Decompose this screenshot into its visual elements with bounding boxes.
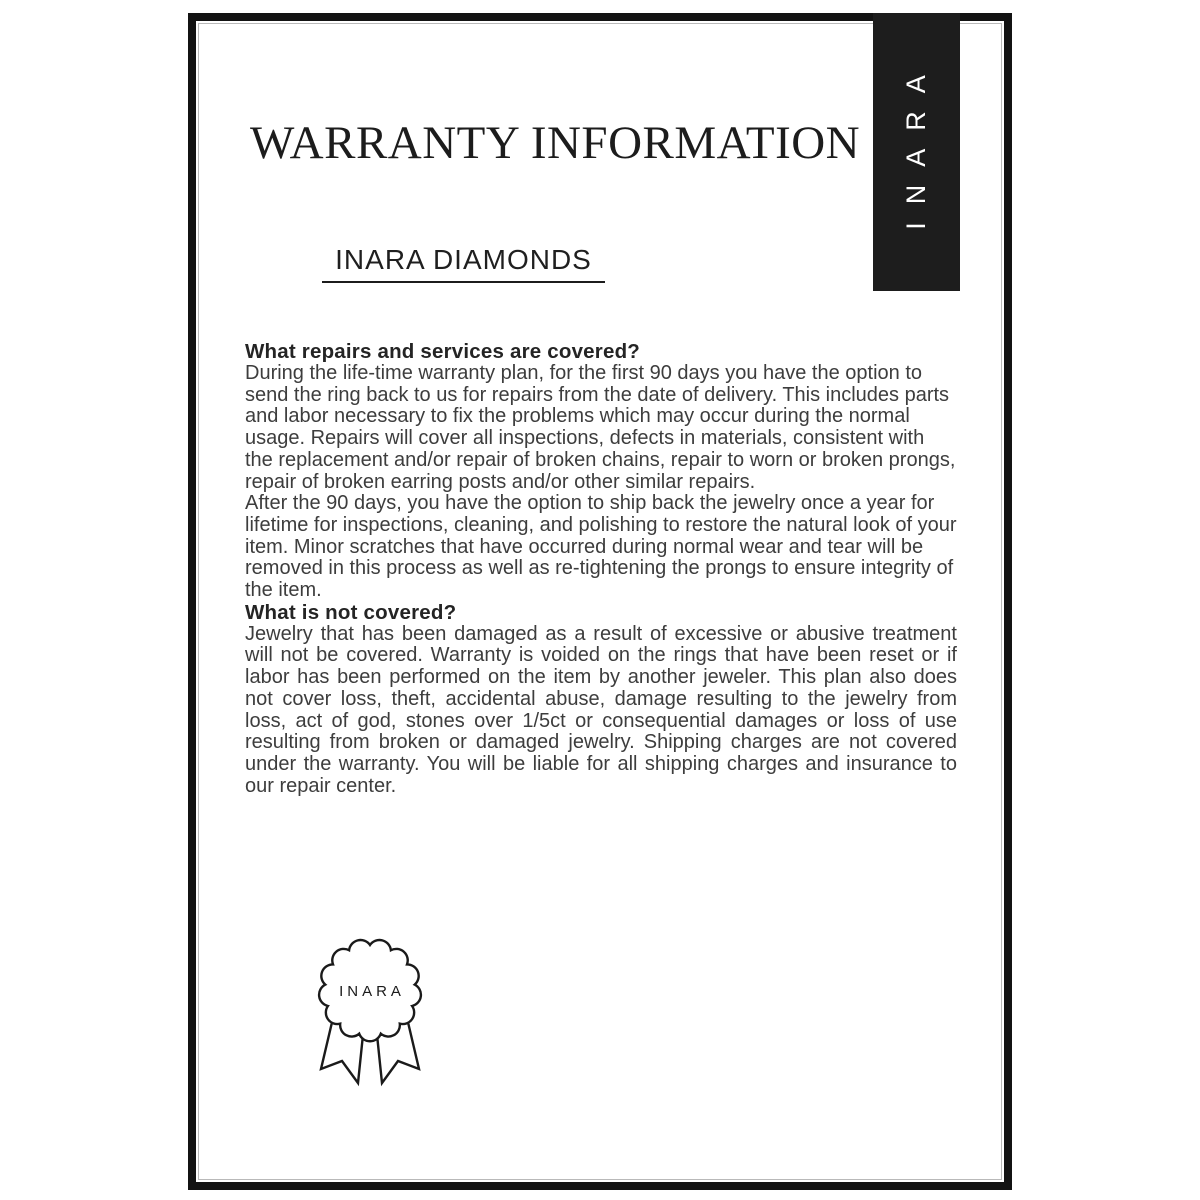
award-ribbon-badge-icon <box>300 930 460 1100</box>
paragraph-covered-1: During the life-time warranty plan, for the first 90 days you have the option to send the ring back to us for repairs from the date of delivery. This includes parts and labor necessary to fix the problems which may occur during the normal usage. Repairs will cover all inspections, defects in materials, consistent with the replacement and/or repair of broken chains, repair to worn or broken prongs, repair of broken earring posts and/or other similar repairs. <box>245 362 956 493</box>
page-title: WARRANTY INFORMATION <box>250 117 861 169</box>
paragraph-covered-2: After the 90 days, you have the option to ship back the jewelry once a year for lifetime for inspections, cleaning, and polishing to restore the natural look of your item. Minor scratches that have occurred during normal wear and tear will be removed in this process as well as re-tightening the prongs to ensure integrity of the item. <box>245 492 957 602</box>
vertical-brand-banner-label: INARA <box>901 56 931 230</box>
page-border-frame <box>188 13 1012 1190</box>
warranty-text-content <box>245 341 957 797</box>
section-heading-not-covered: What is not covered? <box>245 600 457 624</box>
paragraph-not-covered-1: Jewelry that has been damaged as a result of excessive or abusive treatment will not be covered. Warranty is voided on the rings that have been reset or if labor has been performed on the item by another jeweler. This plan also does not cover loss, theft, accidental abuse, damage resulting to the jewelry from loss, act of god, stones over 1/5ct or consequential damages or loss of use resulting from broken or damaged jewelry. Shipping charges are not covered under the warranty. You will be liable for all shipping charges and insurance to our repair center. <box>245 622 957 797</box>
badge-brand-label: INARA <box>339 983 405 1000</box>
section-heading-covered: What repairs and services are covered? <box>245 340 641 363</box>
vertical-brand-banner <box>873 13 960 291</box>
brand-subtitle: INARA DIAMONDS <box>322 245 605 283</box>
